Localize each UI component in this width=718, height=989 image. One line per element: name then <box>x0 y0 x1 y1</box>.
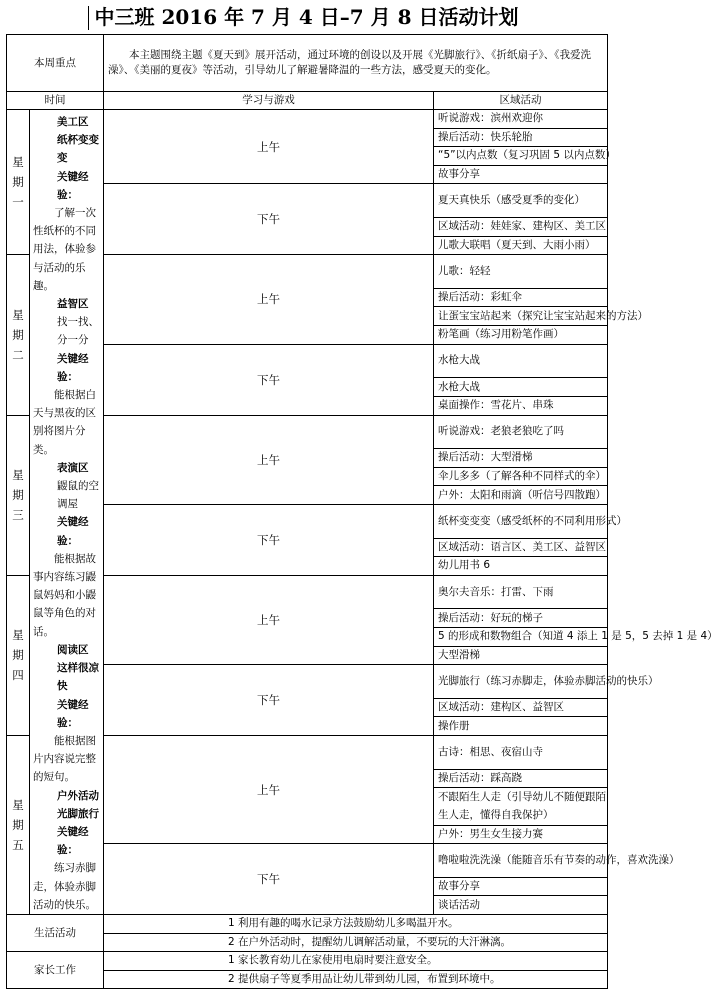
activity-item: 户外：男生女生接力赛 <box>434 825 608 844</box>
study-header: 学习与游戏 <box>104 92 434 110</box>
area-header: 区域活动 <box>434 92 608 110</box>
activity-item: 听说游戏：滨州欢迎你 <box>434 110 608 129</box>
key-experience-text: 能根据故事内容练习鼹鼠妈妈和小鼹鼠等角色的对话。 <box>33 552 96 638</box>
afternoon-label: 下午 <box>104 665 434 736</box>
focus-label: 本周重点 <box>7 35 104 92</box>
activity-item: 光脚旅行（练习赤脚走，体验赤脚活动的快乐） <box>434 665 608 699</box>
schedule-row <box>7 110 608 129</box>
activity-item: 操后活动：大型滑梯 <box>434 449 608 468</box>
activity-item: 操后活动：彩虹伞 <box>434 288 608 307</box>
activity-item: 听说游戏：老狼老狼吃了吗 <box>434 415 608 449</box>
afternoon-label: 下午 <box>104 344 434 415</box>
key-experience-label: 关键经验： <box>57 698 89 729</box>
activity-item: 水枪大战 <box>434 378 608 397</box>
area-name: 益智区 <box>57 298 89 311</box>
morning-label: 上午 <box>104 415 434 504</box>
key-experience-text: 能根据白天与黑夜的区别将图片分类。 <box>33 389 96 456</box>
activity-item: 水枪大战 <box>434 344 608 378</box>
area-name: 美工区 <box>57 116 89 128</box>
area-game: 鼹鼠的空调屋 <box>57 480 99 511</box>
activity-item: 操后活动：好玩的梯子 <box>434 609 608 628</box>
parent-work-item: 1 家长教育幼儿在家使用电扇时要注意安全。 <box>104 952 608 971</box>
key-experience-label: 关键经验： <box>57 516 89 547</box>
activity-item: 夏天真快乐（感受夏季的变化） <box>434 184 608 218</box>
activity-item: 操作册 <box>434 717 608 736</box>
morning-label: 上午 <box>104 736 434 844</box>
activity-item: 区域活动：语言区、美工区、益智区 <box>434 538 608 557</box>
day-label: 星期四 <box>7 575 30 735</box>
area-game: 找一找、分一分 <box>57 316 99 347</box>
area-name: 户外活动 <box>57 789 99 802</box>
parent-work-item: 2 提供扇子等夏季用品让幼儿带到幼儿园，布置到环境中。 <box>104 970 608 989</box>
key-experience-text: 练习赤脚走，体验赤脚活动的快乐。 <box>33 862 96 911</box>
parent-work-row <box>7 952 608 971</box>
activity-item: 区域活动：建构区、益智区 <box>434 698 608 717</box>
time-header: 时间 <box>7 92 104 110</box>
key-experience-text: 能根据图片内容说完整的短句。 <box>33 734 96 784</box>
activity-item: 谈话活动 <box>434 896 608 915</box>
plan-title: 中三班 2016 年 7 月 4 日–7 月 8 日活动计划 <box>94 5 519 29</box>
morning-label: 上午 <box>104 110 434 184</box>
day-label: 星期五 <box>7 736 30 915</box>
area-name: 阅读区 <box>57 643 89 656</box>
life-activities-row <box>7 914 608 933</box>
afternoon-label: 下午 <box>104 504 434 575</box>
activity-item: 纸杯变变变（感受纸杯的不同利用形式） <box>434 504 608 538</box>
area-game: 这样很凉快 <box>57 662 99 693</box>
activity-item: 故事分享 <box>434 165 608 184</box>
area-game: 光脚旅行 <box>57 807 99 820</box>
activity-item: 让蛋宝宝站起来（探究让宝宝站起来的方法） <box>434 307 608 326</box>
activity-item: 儿歌大联唱（夏天到、大雨小雨） <box>434 236 608 255</box>
header-row <box>7 92 608 110</box>
text-cursor <box>88 6 89 30</box>
key-experience-label: 关键经验： <box>57 825 89 857</box>
activity-item: 户外：太阳和雨滴（听信号四散跑） <box>434 486 608 505</box>
day-label: 星期三 <box>7 415 30 575</box>
life-activities-label: 生活活动 <box>7 914 104 951</box>
morning-label: 上午 <box>104 575 434 664</box>
parent-work-label: 家长工作 <box>7 952 104 989</box>
area-game: 纸杯变变变 <box>57 134 99 165</box>
activity-item: 故事分享 <box>434 877 608 896</box>
life-activities-item: 1 利用有趣的喝水记录方法鼓励幼儿多喝温开水。 <box>104 914 608 933</box>
activity-item: 不跟陌生人走（引导幼儿不随便跟陌生人走，懂得自我保护） <box>434 788 608 825</box>
activity-item: 儿歌：轻轻 <box>434 255 608 289</box>
area-name: 表演区 <box>57 461 89 474</box>
life-activities-item: 2 在户外活动时，提醒幼儿调解活动量，不要玩的大汗淋漓。 <box>104 933 608 952</box>
key-experience-label: 关键经验： <box>57 352 89 383</box>
focus-text: 本主题围绕主题《夏天到》展开活动，通过环境的创设以及开展《光脚旅行》、《折纸扇子》、《我爱洗澡》、《美丽的夏夜》等活动，引导幼儿了解避暑降温的一些方法，感受夏天的变化。 <box>104 35 608 92</box>
activity-item: 操后活动：踩高跷 <box>434 769 608 788</box>
day-label: 星期一 <box>7 110 30 255</box>
focus-row <box>7 35 608 92</box>
morning-label: 上午 <box>104 255 434 344</box>
day-label: 星期二 <box>7 255 30 415</box>
activity-item: 区域活动：娃娃家、建构区、美工区 <box>434 218 608 237</box>
activity-item: 古诗：相思、夜宿山寺 <box>434 736 608 770</box>
key-experience-label: 关键经验： <box>57 170 89 201</box>
activity-item: 噜啦啦洗洗澡（能随音乐有节奏的动作，喜欢洗澡） <box>434 844 608 878</box>
activity-item: 奥尔夫音乐：打雷、下雨 <box>434 575 608 609</box>
plan-table <box>6 34 718 989</box>
afternoon-label: 下午 <box>104 184 434 255</box>
activity-item: “5”以内点数（复习巩固 5 以内点数） <box>434 147 608 166</box>
activity-item: 桌面操作：雪花片、串珠 <box>434 396 608 415</box>
activity-item: 操后活动：快乐轮胎 <box>434 128 608 147</box>
activity-item: 伞儿多多（了解各种不同样式的伞） <box>434 467 608 486</box>
activity-item: 5 的形成和数物组合（知道 4 添上 1 是 5，5 去掉 1 是 4） <box>434 628 608 647</box>
key-experience-text: 了解一次性纸杯的不同用法，体验参与活动的乐趣。 <box>33 207 96 292</box>
activity-item: 幼儿用书 6 <box>434 557 608 576</box>
area-activities <box>30 110 104 915</box>
activity-item: 粉笔画（练习用粉笔作画） <box>434 326 608 345</box>
afternoon-label: 下午 <box>104 844 434 915</box>
activity-item: 大型滑梯 <box>434 646 608 665</box>
